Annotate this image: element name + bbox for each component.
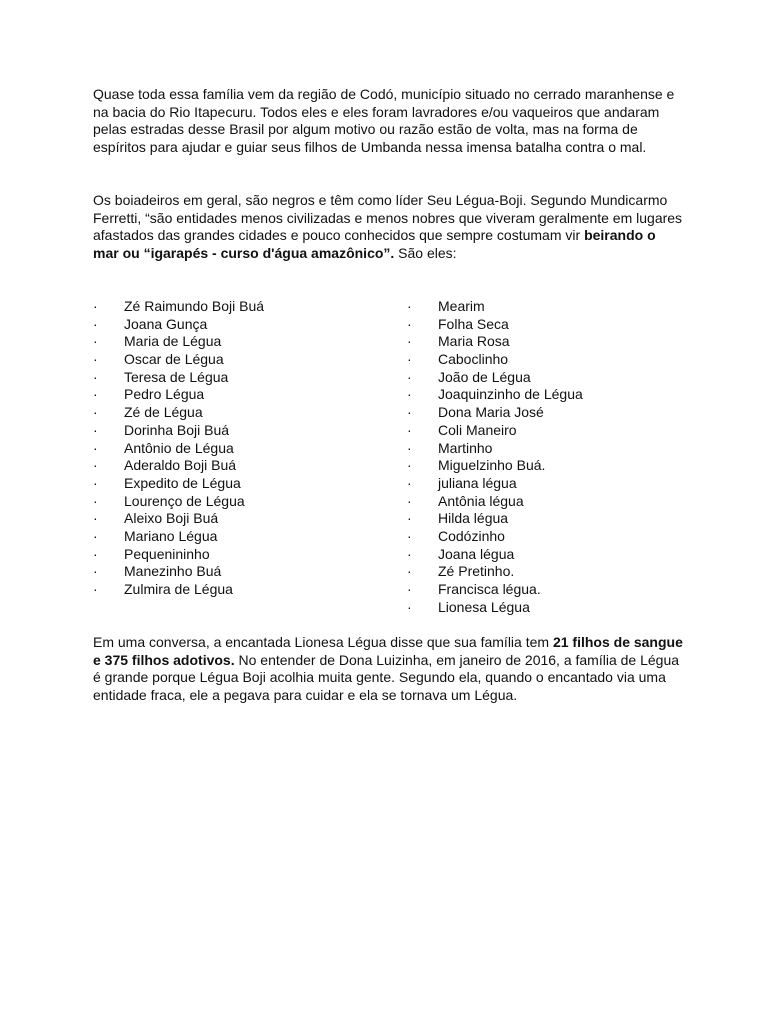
list-item xyxy=(93,510,383,528)
list-item-label: João de Légua xyxy=(438,368,531,385)
entity-list-left xyxy=(93,298,383,599)
list-item xyxy=(407,316,697,334)
paragraph-conversa-tail: No entender de Dona Luizinha, em janeiro de 2016, a família de Légua é grande porque Légua Boji acolhia muita gente. Segundo ela, quando o encantado via uma entidade fraca, ele a pegava para cuidar e ela se tornava um Légua. xyxy=(93,651,680,704)
paragraph-boiadeiros-bold: beirando o mar ou “igarapés - curso d'água amazônico”. xyxy=(93,227,656,262)
list-item xyxy=(93,333,383,351)
list-item xyxy=(93,581,383,599)
bullet-marker: · xyxy=(407,563,412,580)
bullet-marker: · xyxy=(407,404,412,421)
bullet-marker: · xyxy=(407,351,412,368)
bullet-marker: · xyxy=(407,368,412,385)
bullet-marker: · xyxy=(93,298,98,314)
bullet-marker: · xyxy=(93,563,98,580)
paragraph-conversa-text: Em uma conversa, a encantada Lionesa Légua disse que sua família tem xyxy=(93,634,553,650)
list-item xyxy=(407,351,697,369)
bullet-marker: · xyxy=(93,421,98,438)
list-item xyxy=(93,457,383,475)
paragraph-boiadeiros-text: Os boiadeiros em geral, são negros e têm como líder Seu Légua-Boji. Segundo Mundicarmo Ferretti, “são entidades menos civilizadas e menos nobres que viveram geralmente em lugares afastados das grandes cidades e pouco conhecidos que sempre costumam vir xyxy=(93,192,683,244)
list-item-label: Zé Pretinho. xyxy=(438,563,515,580)
list-item xyxy=(93,298,383,316)
bullet-marker: · xyxy=(93,386,98,403)
list-item xyxy=(93,440,383,458)
list-item xyxy=(407,546,697,564)
bullet-marker: · xyxy=(93,581,98,597)
list-item-label: Mearim xyxy=(438,298,485,314)
bullet-marker: · xyxy=(407,333,412,350)
paragraph-conversa-bold: 21 filhos de sangue e 375 filhos adotivos. xyxy=(93,634,683,668)
list-item xyxy=(407,404,697,422)
list-item xyxy=(407,298,697,316)
paragraph-conversa xyxy=(93,634,683,705)
list-item-label: Pequenininho xyxy=(124,545,210,562)
bullet-marker: · xyxy=(407,598,412,615)
list-item-label: Joana Gunça xyxy=(124,315,208,332)
bullet-marker: · xyxy=(407,527,412,544)
bullet-marker: · xyxy=(93,439,98,456)
list-item-label: Miguelzinho Buá. xyxy=(438,457,546,474)
list-item-label: Folha Seca xyxy=(438,315,509,332)
bullet-marker: · xyxy=(407,474,412,491)
bullet-marker: · xyxy=(407,545,412,562)
bullet-marker: · xyxy=(93,333,98,350)
list-item-label: Codózinho xyxy=(438,527,505,544)
bullet-marker: · xyxy=(93,368,98,385)
paragraph-intro: Quase toda essa família vem da região de Codó, município situado no cerrado maranhense e na bacia do Rio Itapecuru. Todos eles e eles foram lavradores e/ou vaqueiros que andaram pelas estradas desse Brasil por algum motivo ou razão estão de volta, mas na forma de espíritos para ajudar e guiar seus filhos de Umbanda nessa imensa batalha contra o mal. xyxy=(93,86,675,156)
list-item-label: Mariano Légua xyxy=(124,527,218,544)
list-item xyxy=(407,440,697,458)
list-item-label: Aderaldo Boji Buá xyxy=(124,457,237,474)
list-item xyxy=(407,457,697,475)
list-item xyxy=(93,386,383,404)
bullet-marker: · xyxy=(93,492,98,509)
list-item xyxy=(407,599,697,617)
bullet-marker: · xyxy=(93,404,98,421)
list-item-label: Zé de Légua xyxy=(124,404,203,421)
bullet-marker: · xyxy=(93,315,98,332)
list-item xyxy=(93,528,383,546)
bullet-marker: · xyxy=(93,457,98,474)
list-item xyxy=(93,563,383,581)
list-item-label: Lourenço de Légua xyxy=(124,492,245,509)
list-item xyxy=(93,369,383,387)
bullet-marker: · xyxy=(407,298,412,314)
paragraph-boiadeiros-tail: São eles: xyxy=(394,245,457,262)
list-item-label: Caboclinho xyxy=(438,351,509,368)
list-item-label: Dona Maria José xyxy=(438,404,544,421)
list-item xyxy=(407,422,697,440)
list-item xyxy=(407,493,697,511)
bullet-marker: · xyxy=(407,492,412,509)
list-item xyxy=(407,369,697,387)
bullet-marker: · xyxy=(407,439,412,456)
bullet-marker: · xyxy=(93,474,98,491)
list-item xyxy=(93,351,383,369)
entity-list-right xyxy=(407,298,697,616)
list-item-label: Hilda légua xyxy=(438,510,509,527)
list-item-label: Francisca légua. xyxy=(438,581,541,597)
bullet-marker: · xyxy=(93,545,98,562)
bullet-marker: · xyxy=(407,421,412,438)
list-item-label: Martinho xyxy=(438,439,493,456)
list-item xyxy=(93,422,383,440)
list-item-label: Maria Rosa xyxy=(438,333,510,350)
list-item xyxy=(407,528,697,546)
list-item-label: Teresa de Légua xyxy=(124,368,229,385)
list-item xyxy=(407,386,697,404)
list-item-label: juliana légua xyxy=(438,474,517,491)
list-item-label: Zé Raimundo Boji Buá xyxy=(124,298,265,314)
list-item xyxy=(93,475,383,493)
bullet-marker: · xyxy=(93,527,98,544)
bullet-marker: · xyxy=(93,351,98,368)
list-item-label: Joaquinzinho de Légua xyxy=(438,386,583,403)
list-item-label: Antônia légua xyxy=(438,492,524,509)
list-item-label: Antônio de Légua xyxy=(124,439,234,456)
list-item-label: Manezinho Buá xyxy=(124,563,222,580)
bullet-marker: · xyxy=(407,386,412,403)
list-item xyxy=(93,493,383,511)
bullet-marker: · xyxy=(407,315,412,332)
list-item-label: Maria de Légua xyxy=(124,333,222,350)
list-item-label: Dorinha Boji Buá xyxy=(124,421,230,438)
list-item-label: Lionesa Légua xyxy=(438,598,530,615)
list-item xyxy=(407,581,697,599)
list-item-label: Oscar de Légua xyxy=(124,351,224,368)
list-item xyxy=(93,546,383,564)
list-item xyxy=(407,475,697,493)
list-item-label: Aleixo Boji Buá xyxy=(124,510,219,527)
list-item-label: Expedito de Légua xyxy=(124,474,241,491)
list-item xyxy=(93,404,383,422)
bullet-marker: · xyxy=(407,581,412,597)
list-item xyxy=(407,333,697,351)
list-item xyxy=(93,316,383,334)
list-item xyxy=(407,510,697,528)
list-item-label: Zulmira de Légua xyxy=(124,581,233,597)
list-item-label: Coli Maneiro xyxy=(438,421,517,438)
bullet-marker: · xyxy=(407,457,412,474)
bullet-marker: · xyxy=(407,510,412,527)
list-item-label: Pedro Légua xyxy=(124,386,205,403)
list-item xyxy=(407,563,697,581)
list-item-label: Joana légua xyxy=(438,545,515,562)
bullet-marker: · xyxy=(93,510,98,527)
paragraph-boiadeiros xyxy=(93,192,683,263)
